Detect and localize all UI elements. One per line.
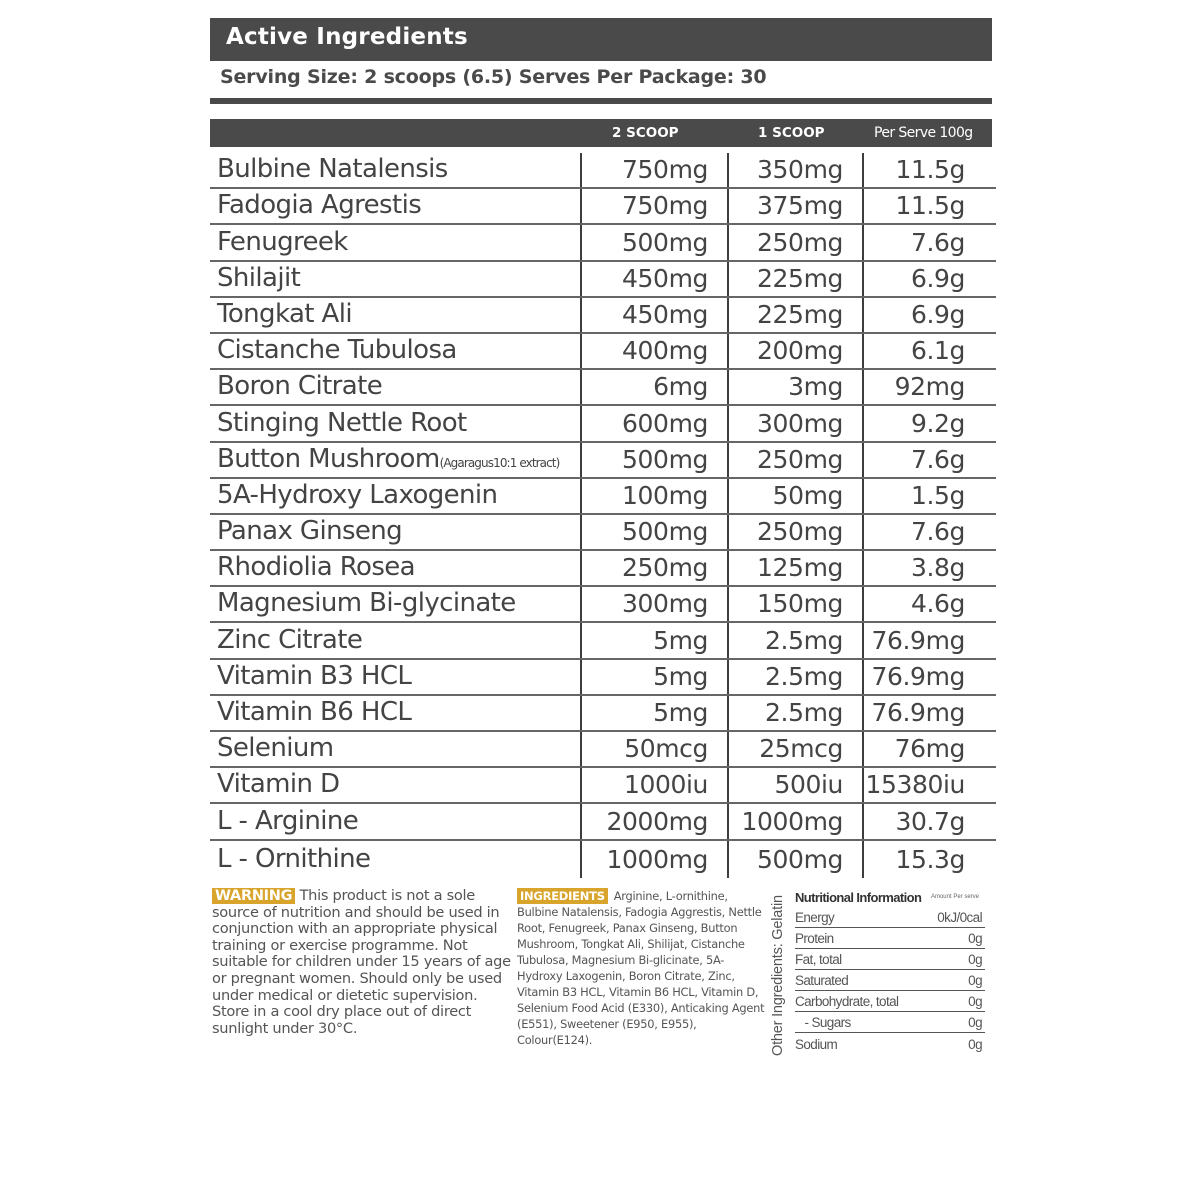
column-header-1-scoop: 1 SCOOP [758, 125, 825, 141]
ingredient-label: Stinging Nettle Root [217, 407, 467, 438]
dose-2-scoop: 500mg [622, 444, 708, 474]
ingredients-tag: INGREDIENTS [517, 888, 608, 904]
dose-per-100g: 30.7g [895, 806, 965, 836]
warning-block [212, 888, 517, 1037]
ingredient-label: Vitamin B3 HCL [217, 660, 412, 691]
dose-2-scoop: 500mg [622, 517, 708, 547]
nutrition-label: Saturated [795, 973, 849, 988]
dose-2-scoop: 2000mg [606, 806, 708, 836]
ingredient-label: Shilajit [217, 262, 301, 293]
ingredient-name [217, 480, 497, 510]
nutrition-row [795, 1012, 985, 1033]
dose-2-scoop: 6mg [653, 372, 708, 402]
nutrition-row [795, 928, 985, 949]
dose-per-100g: 92mg [894, 372, 965, 402]
dose-per-100g: 76.9mg [871, 625, 965, 655]
nutrition-value: 0g [968, 952, 982, 967]
nutrition-row [795, 970, 985, 991]
dose-1-scoop: 500mg [757, 844, 843, 874]
dose-1-scoop: 2.5mg [765, 625, 843, 655]
nutrition-row [795, 1033, 985, 1054]
nutrition-value: 0g [968, 973, 982, 988]
dose-per-100g: 6.9g [910, 263, 965, 293]
ingredient-label: L - Arginine [217, 805, 359, 836]
nutrition-label: - Sugars [795, 1015, 851, 1030]
dose-1-scoop: 200mg [757, 336, 843, 366]
dose-per-100g: 76.9mg [871, 661, 965, 691]
nutrition-value: 0g [968, 1015, 982, 1030]
page-title: Active Ingredients [226, 24, 468, 50]
table-row [210, 768, 996, 804]
ingredient-label: Vitamin D [217, 769, 340, 800]
nutrition-row [795, 991, 985, 1012]
dose-1-scoop: 500iu [774, 770, 843, 800]
nutrition-label: Fat, total [795, 952, 842, 967]
dose-per-100g: 3.8g [910, 553, 965, 583]
ingredient-name [217, 806, 358, 836]
dose-2-scoop: 1000mg [606, 844, 708, 874]
dose-1-scoop: 50mg [772, 480, 843, 510]
table-row [210, 623, 996, 659]
table-row [210, 587, 996, 623]
ingredient-label: Fenugreek [217, 226, 348, 257]
dose-2-scoop: 400mg [622, 336, 708, 366]
ingredient-name [217, 299, 352, 329]
dose-per-100g: 1.5g [910, 480, 965, 510]
ingredient-label: Cistanche Tubulosa [217, 335, 457, 366]
dose-2-scoop: 750mg [622, 155, 708, 185]
dose-per-100g: 4.6g [910, 589, 965, 619]
column-header-2-scoop: 2 SCOOP [612, 125, 679, 141]
dose-2-scoop: 300mg [622, 589, 708, 619]
dose-per-100g: 6.1g [910, 336, 965, 366]
dose-per-100g: 15.3g [895, 844, 965, 874]
ingredient-name [217, 408, 467, 438]
dose-1-scoop: 3mg [788, 372, 843, 402]
divider [210, 98, 992, 104]
dose-1-scoop: 375mg [757, 191, 843, 221]
nutrition-value: 0g [968, 931, 982, 946]
dose-per-100g: 76.9mg [871, 698, 965, 727]
dose-1-scoop: 25mcg [759, 734, 843, 764]
dose-1-scoop: 125mg [757, 553, 843, 583]
dose-2-scoop: 5mg [653, 698, 708, 727]
nutrition-label: Sodium [795, 1037, 838, 1052]
dose-2-scoop: 250mg [622, 553, 708, 583]
nutrition-value: 0g [968, 994, 982, 1009]
dose-per-100g: 7.6g [910, 227, 965, 257]
table-row [210, 696, 996, 732]
dose-2-scoop: 600mg [622, 408, 708, 438]
table-row [210, 443, 996, 479]
table-row [210, 225, 996, 261]
ingredients-block [517, 888, 769, 1048]
ingredient-name [217, 516, 402, 546]
table-row [210, 732, 996, 768]
ingredient-name [217, 625, 362, 655]
table-row [210, 189, 996, 225]
nutrition-value: 0g [968, 1037, 982, 1052]
dose-per-100g: 76mg [894, 734, 965, 764]
table-row [210, 804, 996, 840]
ingredients-text: Arginine, L-ornithine, Bulbine Natalensis, Fadogia Aggrestis, Nettle Root, Fenugreek, Panax Ginseng, Button Mushroom, Tongkat Ali, Shilijat, Cistanche Tubulosa, Magnesium Bi-glicinate, 5A-Hydroxy Laxogenin, Boron Citrate, Zinc, Vitamin B3 HCL, Vitamin B6 HCL, Vitamin D, Selenium Food Acid (E330), Anticaking Agent (E551), Sweetener (E950, E955), Colour(E124). [517, 889, 765, 1047]
ingredient-label: Tongkat Ali [217, 298, 352, 329]
dose-per-100g: 7.6g [910, 444, 965, 474]
dose-per-100g: 9.2g [910, 408, 965, 438]
ingredient-label: Panax Ginseng [217, 516, 403, 547]
dose-per-100g: 11.5g [895, 191, 965, 221]
table-row [210, 406, 996, 442]
dose-per-100g: 7.6g [910, 517, 965, 547]
dose-1-scoop: 2.5mg [765, 661, 843, 691]
ingredient-name [217, 552, 415, 582]
ingredient-name [217, 661, 411, 691]
table-row [210, 841, 996, 877]
dose-2-scoop: 5mg [653, 661, 708, 691]
table-row [210, 370, 996, 406]
dose-1-scoop: 225mg [757, 263, 843, 293]
ingredient-label: Selenium [217, 733, 334, 764]
dose-1-scoop: 250mg [757, 444, 843, 474]
ingredient-label: Zinc Citrate [217, 624, 363, 655]
ingredient-name [217, 190, 421, 220]
dose-2-scoop: 500mg [622, 227, 708, 257]
warning-text: This product is not a sole source of nutrition and should be used in conjunction with an appropriate physical training or exercise programme. Not suitable for children under 15 years of age or pregnant women. Should only be used under medical or dietetic supervision. [212, 887, 511, 1004]
nutrition-label: Carbohydrate, total [795, 994, 899, 1009]
dose-2-scoop: 450mg [622, 263, 708, 293]
dose-1-scoop: 250mg [757, 517, 843, 547]
dose-1-scoop: 300mg [757, 408, 843, 438]
table-row [210, 298, 996, 334]
ingredient-name [217, 444, 559, 474]
dose-per-100g: 6.9g [910, 299, 965, 329]
dose-2-scoop: 750mg [622, 191, 708, 221]
ingredient-name [217, 697, 411, 727]
ingredient-name [217, 263, 300, 293]
nutrition-label: Protein [795, 931, 834, 946]
ingredient-label: Button Mushroom [217, 443, 440, 474]
ingredient-label: Rhodiolia Rosea [217, 552, 416, 583]
nutrition-header [795, 889, 985, 907]
column-header-band [210, 119, 992, 147]
ingredient-name [217, 769, 339, 799]
ingredient-name [217, 844, 370, 874]
ingredient-label: Boron Citrate [217, 371, 383, 402]
table-row [210, 515, 996, 551]
title-bar [210, 18, 992, 61]
storage-text: Store in a cool dry place out of direct sunlight under 30°C. [212, 1003, 472, 1037]
dose-1-scoop: 250mg [757, 227, 843, 257]
nutrition-title: Nutritional Information [795, 890, 922, 905]
nutrition-row [795, 949, 985, 970]
dose-2-scoop: 50mcg [624, 734, 708, 764]
table-row [210, 479, 996, 515]
serving-size: Serving Size: 2 scoops (6.5) Serves Per Package: 30 [220, 66, 767, 88]
ingredient-name [217, 371, 382, 401]
column-header-per-100g: Per Serve 100g [874, 125, 973, 141]
ingredient-label: Bulbine Natalensis [217, 154, 448, 185]
other-ingredients: Other Ingredients: Gelatin [770, 895, 786, 1056]
table-row [210, 262, 996, 298]
dose-per-100g: 11.5g [895, 155, 965, 185]
table-row [210, 660, 996, 696]
nutrition-label: Energy [795, 910, 835, 925]
ingredient-label: Fadogia Agrestis [217, 190, 422, 221]
ingredient-note: (Agaragus10:1 extract) [439, 455, 560, 470]
dose-1-scoop: 1000mg [741, 806, 843, 836]
ingredient-label: 5A-Hydroxy Laxogenin [217, 479, 498, 510]
dose-1-scoop: 2.5mg [765, 698, 843, 727]
nutrition-row [795, 907, 985, 928]
ingredient-name [217, 154, 448, 184]
ingredient-label: Vitamin B6 HCL [217, 697, 412, 727]
dose-per-100g: 15380iu [865, 770, 965, 800]
dose-2-scoop: 5mg [653, 625, 708, 655]
dose-2-scoop: 100mg [622, 480, 708, 510]
dose-1-scoop: 350mg [757, 155, 843, 185]
warning-tag: WARNING [212, 888, 295, 904]
ingredient-name [217, 588, 516, 618]
table-row [210, 551, 996, 587]
table-row [210, 153, 996, 189]
ingredient-name [217, 335, 457, 365]
ingredient-label: Magnesium Bi-glycinate [217, 588, 516, 619]
amount-per-serve-label: Amount Per serve [930, 894, 979, 900]
nutrition-value: 0kJ/0cal [937, 910, 982, 925]
dose-2-scoop: 1000iu [623, 770, 708, 800]
ingredient-label: L - Ornithine [217, 843, 371, 874]
dose-1-scoop: 150mg [757, 589, 843, 619]
ingredients-table [210, 153, 996, 877]
table-row [210, 334, 996, 370]
ingredient-name [217, 733, 333, 763]
dose-1-scoop: 225mg [757, 299, 843, 329]
nutrition-panel [795, 889, 985, 1054]
dose-2-scoop: 450mg [622, 299, 708, 329]
ingredient-name [217, 227, 348, 257]
